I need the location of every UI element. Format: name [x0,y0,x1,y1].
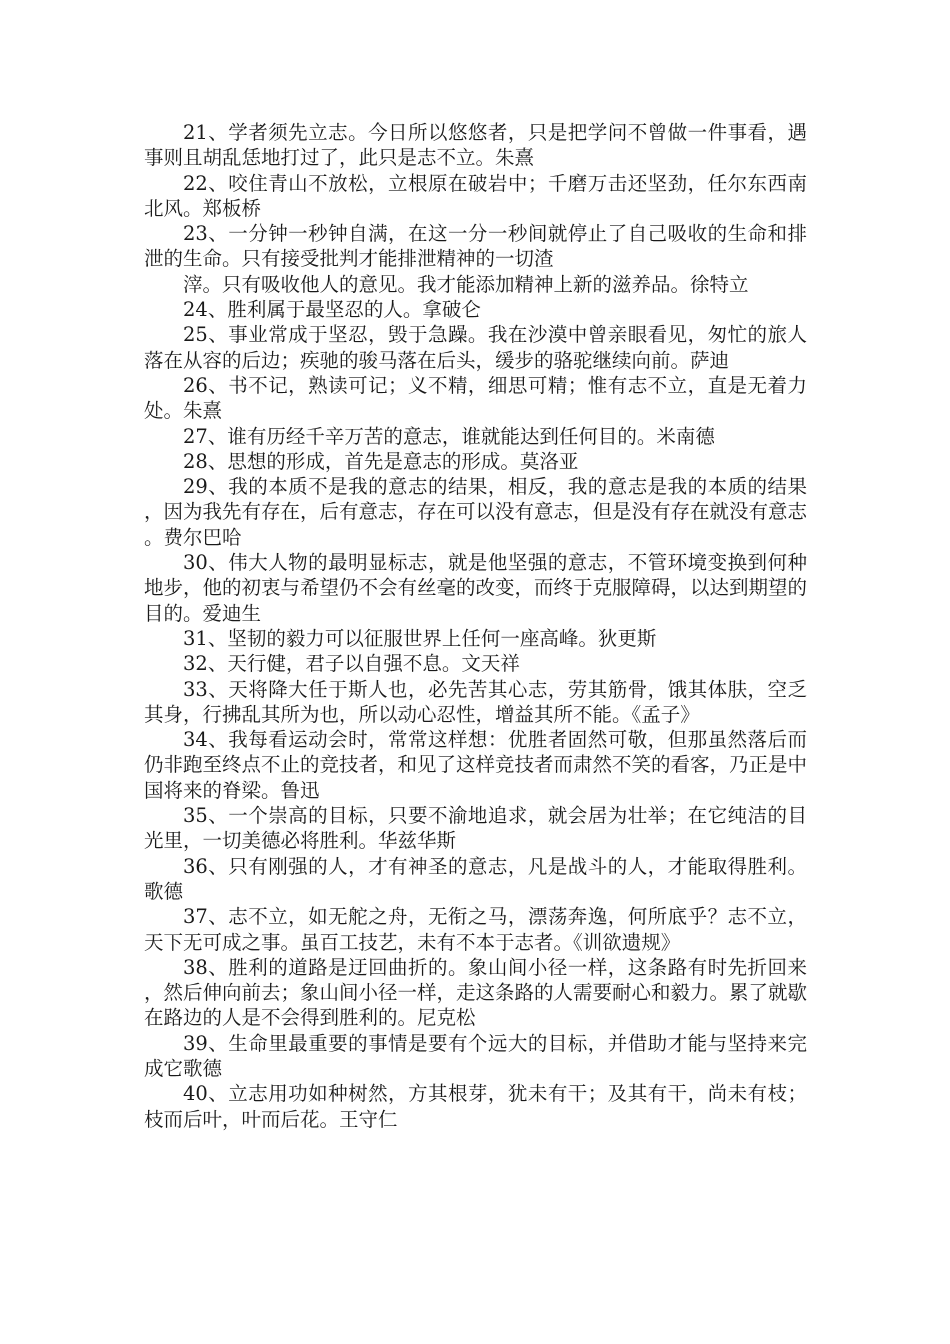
quote-24: 24、胜利属于最坚忍的人。拿破仑 [183,298,481,322]
quote-35: 35、一个崇高的目标，只要不渝地追求，就会居为壮举；在它纯洁的目光里，一切美德必将胜利。华兹华斯 [144,804,807,853]
quote-28: 28、思想的形成，首先是意志的形成。莫洛亚 [183,449,579,473]
quote-29: 29、我的本质不是我的意志的结果，相反，我的意志是我的本质的结果，因为我先有存在，后有意志，存在可以没有意志，但是没有存在就没有意志。费尔巴哈 [144,475,808,549]
quote-33: 33、天将降大任于斯人也，必先苦其心志，劳其筋骨，饿其体肤，空乏其身，行拂乱其所为也，所以动心忍性，增益其所不能。《孟子》 [144,677,807,726]
quote-26: 26、书不记，熟读可记；义不精，细思可精；惟有志不立，直是无着力处。朱熹 [144,373,807,423]
quote-32: 32、天行健，君子以自强不息。文天祥 [183,652,520,676]
quote-25: 25、事业常成于坚忍，毁于急躁。我在沙漠中曾亲眼看见，匆忙的旅人落在从容的后边；疾驰的骏马落在后头，缓步的骆驼继续向前。萨迪 [144,323,807,372]
quote-22: 22、咬住青山不放松，立根原在破岩中；千磨万击还坚劲，任尔东西南北风。郑板桥 [144,171,807,220]
quote-38: 38、胜利的道路是迂回曲折的。象山间小径一样，这条路有时先折回来，然后伸向前去；象山间小径一样，走这条路的人需要耐心和毅力。累了就歇在路边的人是不会得到胜利的。尼克松 [144,955,808,1030]
quote-34: 34、我每看运动会时，常常这样想：优胜者固然可敬，但那虽然落后而仍非跑至终点不止的竞技者，和见了这样竞技者而肃然不笑的看客，乃正是中国将来的脊梁。鲁迅 [144,728,808,802]
quote-30: 30、伟大人物的最明显标志，就是他坚强的意志，不管环境变换到何种地步，他的初衷与希望仍不会有丝毫的改变，而终于克服障碍，以达到期望的目的。爱迪生 [144,551,808,625]
quote-31: 31、坚韧的毅力可以征服世界上任何一座高峰。狄更斯 [183,626,657,650]
quote-23-continued: 滓。只有吸收他人的意见。我才能添加精神上新的滋养品。徐特立 [183,272,749,296]
quote-21: 21、学者须先立志。今日所以悠悠者，只是把学问不曾做一件事看，遇事则且胡乱恁地打过了，此只是志不立。朱熹 [144,121,807,170]
quote-36: 36、只有刚强的人，才有神圣的意志，凡是战斗的人，才能取得胜利。歌德 [144,854,807,903]
quote-23: 23、一分钟一秒钟自满，在这一分一秒间就停止了自己吸收的生命和排泄的生命。只有接受批判才能排泄精神的一切渣 [144,222,807,271]
quote-40: 40、立志用功如种树然，方其根芽，犹未有干；及其有干，尚未有枝；枝而后叶，叶而后花。王守仁 [144,1082,807,1131]
quote-37: 37、志不立，如无舵之舟，无衔之马，漂荡奔逸，何所底乎？志不立，天下无可成之事。虽百工技艺，未有不本于志者。《训欲遗规》 [144,905,807,954]
document-page [144,120,807,1132]
quote-39: 39、生命里最重要的事情是要有个远大的目标，并借助才能与坚持来完成它歌德 [144,1031,807,1080]
quote-27: 27、谁有历经千辛万苦的意志，谁就能达到任何目的。米南德 [183,424,715,448]
